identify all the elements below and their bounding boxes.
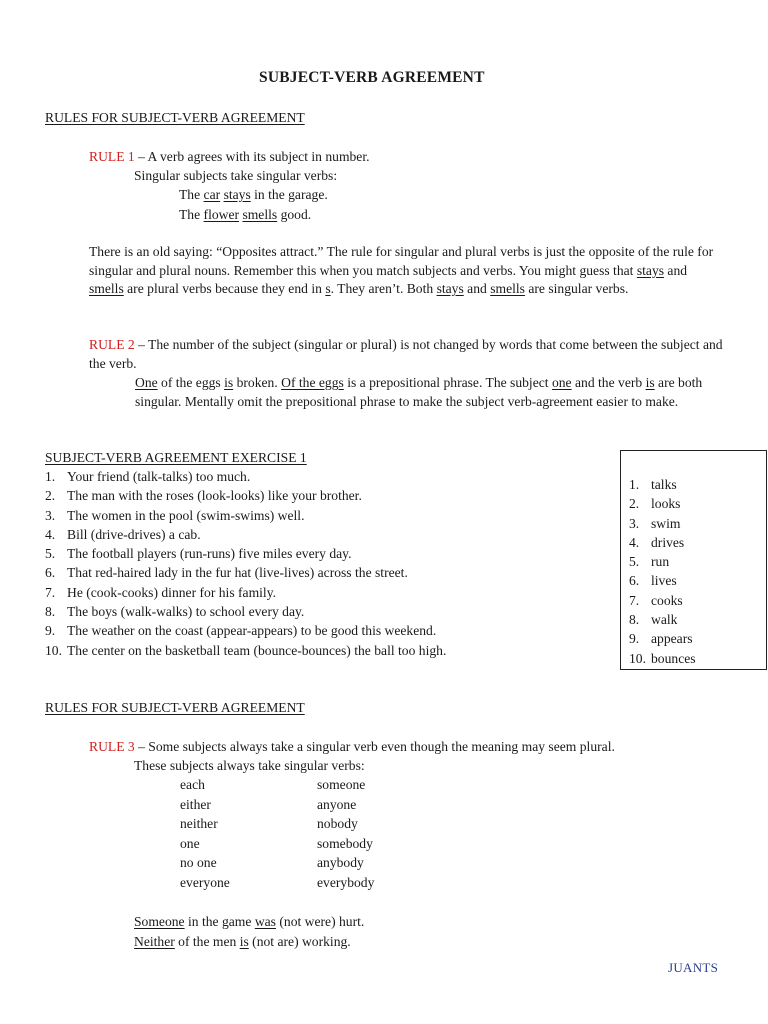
item-number: 2.	[629, 496, 640, 512]
list-item	[629, 494, 696, 513]
item-text: The man with the roses (look-looks) like your brother.	[67, 488, 362, 504]
text: of the eggs	[157, 375, 225, 390]
list-item	[629, 514, 696, 533]
text: good.	[277, 207, 312, 222]
word-col2-item: nobody	[317, 816, 358, 831]
text: broken.	[233, 375, 282, 390]
item-text: He (cook-cooks) dinner for his family.	[67, 584, 277, 600]
list-item	[629, 533, 696, 552]
answer-text: appears	[651, 631, 693, 647]
text: (not were) hurt.	[275, 914, 365, 929]
rule-3-example-1	[134, 912, 364, 931]
item-text: Bill (drive-drives) a cab.	[67, 526, 201, 542]
subject-word: one	[551, 375, 572, 390]
word-col1-item: everyone	[180, 875, 230, 890]
text: There is an old saying: “Opposites attract.” The rule for singular and plural verbs is just the opposite of the rule for singular and plural nouns. Remember this when you match subjects and verbs. You might guess that	[89, 244, 714, 278]
verb-word: stays	[223, 187, 251, 202]
answer-key-box	[620, 450, 767, 670]
word-col1-item: neither	[180, 816, 218, 831]
answer-text: lives	[651, 573, 677, 589]
list-item	[629, 571, 696, 590]
subject-word: car	[203, 187, 221, 202]
text: and the verb	[571, 375, 646, 390]
list-item	[629, 629, 696, 648]
rule-3-text: – Some subjects always take a singular verb even though the meaning may seem plural.	[134, 739, 615, 754]
list-item	[45, 525, 446, 544]
verb-word: smells	[89, 281, 124, 296]
verb-word: smells	[242, 207, 278, 222]
text: The	[179, 187, 204, 202]
subject-word: Neither	[134, 934, 175, 949]
item-number: 1.	[629, 477, 640, 492]
list-item	[45, 621, 446, 640]
page-title: SUBJECT-VERB AGREEMENT	[259, 69, 485, 86]
text: of the men	[174, 934, 240, 949]
list-item	[629, 591, 696, 610]
word-col2-item: somebody	[317, 836, 373, 851]
item-text: Your friend (talk-talks) too much.	[67, 469, 251, 484]
item-text: The football players (run-runs) five miles every day.	[67, 546, 352, 562]
word-col1-item: no one	[180, 855, 217, 870]
text: are plural verbs because they end in	[123, 281, 326, 296]
answer-text: swim	[651, 515, 681, 531]
item-number: 10.	[629, 650, 646, 666]
item-number: 4.	[629, 534, 640, 550]
opposites-paragraph	[89, 243, 721, 299]
verb-word: stays	[436, 281, 464, 296]
answer-text: looks	[651, 496, 681, 512]
item-text: That red-haired lady in the fur hat (live-lives) across the street.	[67, 565, 408, 581]
verb-word: is	[224, 375, 234, 390]
list-item	[45, 486, 446, 505]
footer-author: JUANTS	[668, 960, 719, 975]
answer-text: run	[651, 554, 670, 570]
item-number: 9.	[629, 631, 640, 647]
list-item	[45, 602, 446, 621]
word-col1-item: each	[180, 777, 205, 792]
text: is a prepositional phrase. The subject	[343, 375, 552, 390]
item-number: 6.	[629, 573, 640, 589]
item-number: 9.	[45, 623, 56, 639]
item-number: 3.	[45, 507, 56, 523]
word-col1-item: one	[180, 836, 200, 851]
rule-1-example-1	[179, 185, 328, 204]
rules-header: RULES FOR SUBJECT-VERB AGREEMENT	[45, 110, 305, 125]
rule-3-example-2	[134, 932, 351, 951]
item-text: The boys (walk-walks) to school every day.	[67, 604, 305, 620]
rule-3-subtext: These subjects always take singular verbs:	[134, 758, 365, 773]
verb-word: stays	[636, 262, 665, 278]
rule-2-example	[135, 374, 725, 411]
item-number: 10.	[45, 642, 62, 658]
word-col2-item: anyone	[317, 797, 357, 812]
exercise-list	[45, 467, 446, 660]
rule-2-line	[89, 336, 725, 373]
list-item	[45, 641, 446, 660]
exercise-header: SUBJECT-VERB AGREEMENT EXERCISE 1	[45, 450, 307, 465]
list-item	[45, 544, 446, 563]
rule-1-text: – A verb agrees with its subject in number.	[134, 149, 370, 164]
list-item	[629, 475, 696, 494]
verb-word: smells	[490, 281, 525, 296]
text: in the garage.	[250, 187, 328, 202]
list-item	[629, 552, 696, 571]
rule-1-example-2	[179, 205, 311, 224]
rule-1-subtext: Singular subjects take singular verbs:	[134, 168, 338, 183]
item-number: 8.	[45, 604, 56, 620]
answer-list	[629, 475, 696, 668]
text: in the game	[184, 914, 255, 929]
text: (not are) working.	[248, 934, 351, 949]
verb-word: is	[239, 934, 249, 949]
answer-text: walk	[651, 612, 678, 628]
text: The	[179, 207, 204, 222]
item-number: 6.	[45, 565, 56, 581]
list-item	[45, 563, 446, 582]
word-col2-item: someone	[317, 777, 366, 792]
item-number: 8.	[629, 612, 640, 628]
word-col2-item: everybody	[317, 875, 375, 890]
list-item	[629, 610, 696, 629]
rule-2-text: – The number of the subject (singular or plural) is not changed by words that come between the subject and the verb.	[89, 337, 723, 371]
rule-1-label: RULE 1	[89, 149, 135, 164]
word-col2-item: anybody	[317, 855, 364, 870]
item-text: The weather on the coast (appear-appears) to be good this weekend.	[67, 623, 437, 639]
phrase: Of the eggs	[281, 375, 344, 390]
item-number: 1.	[45, 469, 56, 484]
item-number: 7.	[45, 584, 56, 600]
item-text: The women in the pool (swim-swims) well.	[67, 507, 305, 523]
answer-text: drives	[651, 534, 685, 550]
text: are both singular. Mentally omit the prepositional phrase to make the subject verb-agreement easier to make.	[135, 375, 703, 409]
item-number: 3.	[629, 515, 640, 531]
text: are singular verbs.	[524, 281, 629, 296]
text: and	[463, 281, 491, 296]
list-item	[45, 583, 446, 602]
rule-3-label: RULE 3	[89, 739, 135, 754]
item-number: 7.	[629, 592, 640, 608]
verb-word: is	[645, 375, 655, 390]
answer-text: talks	[651, 477, 677, 492]
rule-3-line	[89, 737, 615, 756]
list-item	[629, 649, 696, 668]
subject-word: flower	[203, 207, 240, 222]
list-item	[45, 506, 446, 525]
item-text: The center on the basketball team (bounce-bounces) the ball too high.	[67, 642, 447, 658]
subject-word: Someone	[134, 914, 185, 929]
rule-2-label: RULE 2	[89, 337, 135, 352]
text: . They aren’t. Both	[330, 281, 437, 296]
word-col1-item: either	[180, 797, 211, 812]
answer-text: cooks	[651, 592, 683, 608]
list-item	[45, 467, 446, 486]
item-number: 5.	[629, 554, 640, 570]
letter-s: s	[325, 281, 331, 296]
item-number: 5.	[45, 546, 56, 562]
item-number: 4.	[45, 526, 56, 542]
item-number: 2.	[45, 488, 56, 504]
rules-header: RULES FOR SUBJECT-VERB AGREEMENT	[45, 700, 305, 715]
verb-word: was	[254, 914, 276, 929]
text: and	[664, 262, 688, 278]
rule-1-line	[89, 147, 370, 166]
subject-word: One	[135, 375, 158, 390]
answer-text: bounces	[651, 650, 696, 666]
